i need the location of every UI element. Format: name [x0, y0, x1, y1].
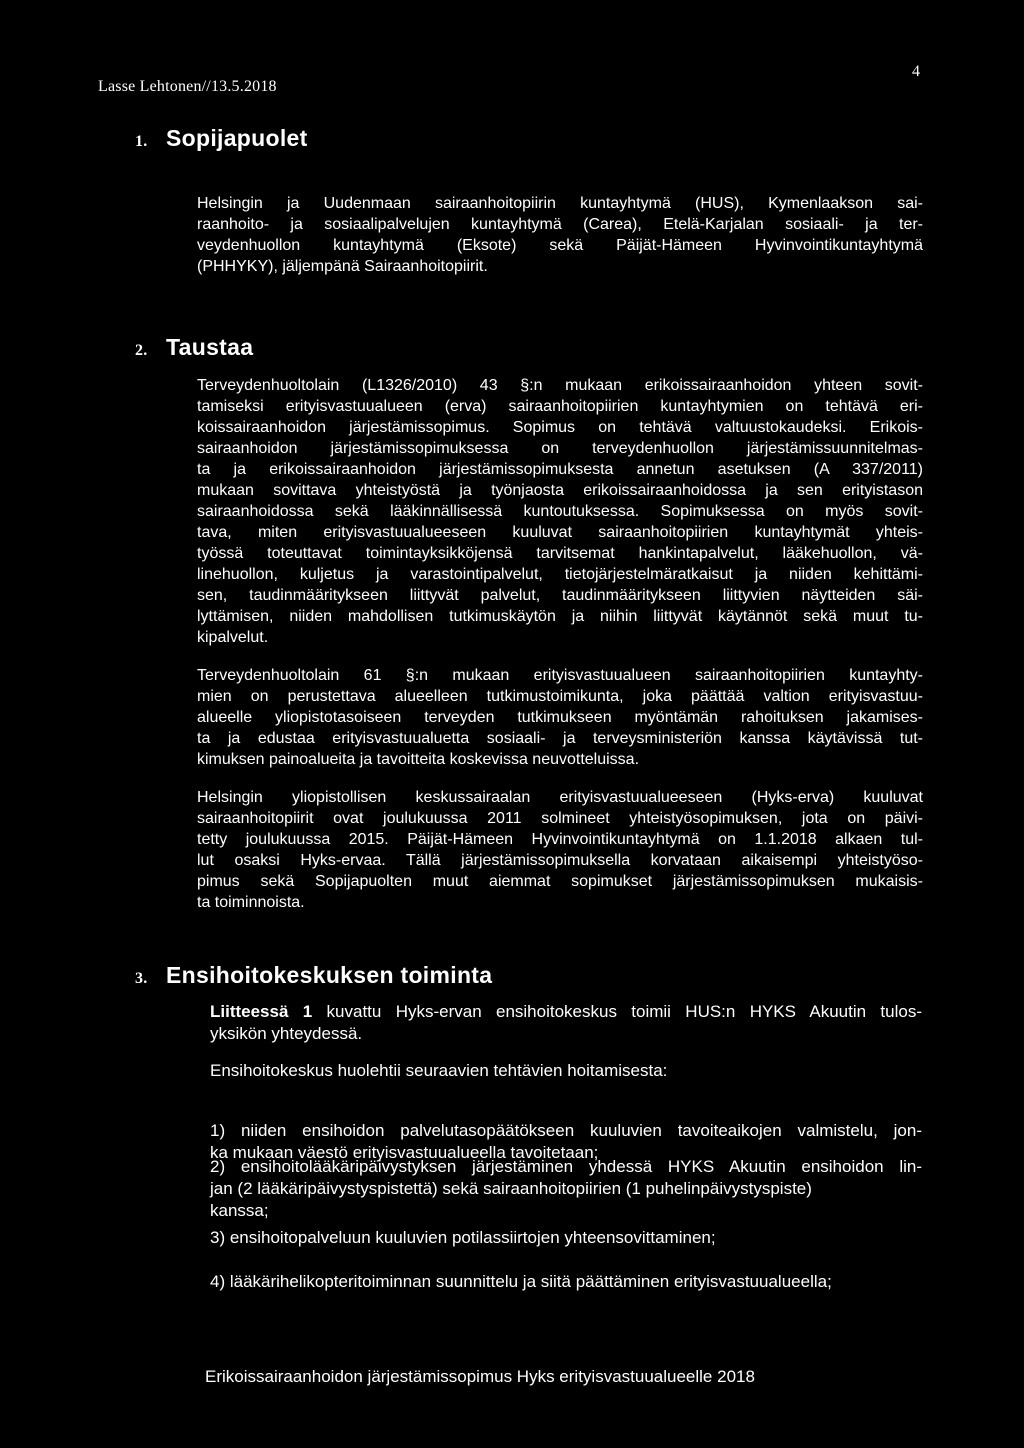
- section-2-paragraph-3: [197, 787, 923, 913]
- text-line: 3) ensihoitopalveluun kuuluvien potilassiirtojen yhteensovittaminen;: [210, 1228, 716, 1247]
- text-line: kanssa;: [210, 1201, 269, 1220]
- text-line: lut osaksi Hyks-ervaa. Tällä järjestämissopimuksella korvataan aikaisempi yhteistyöso-: [197, 852, 923, 869]
- text-line: sairaanhoitopiirit ovat joulukuussa 2011 solmineet yhteistyösopimuksen, jota on päivi-: [197, 810, 923, 827]
- text-line: raanhoito- ja sosiaalipalvelujen kuntayhtymä (Carea), Etelä-Karjalan sosiaali- ja ter-: [197, 216, 923, 233]
- text-line: 1) niiden ensihoidon palvelutasopäätökseen kuuluvien tavoiteaikojen valmistelu, jon-: [210, 1121, 922, 1140]
- section-title: Ensihoitokeskuksen toiminta: [166, 962, 493, 988]
- text-line: koissairaanhoidon järjestämissopimus. Sopimus on tehtävä valtuustokaudeksi. Erikois-: [197, 419, 923, 436]
- section-number: 1.: [135, 133, 148, 150]
- text-line: työssä toteuttavat toimintayksikköjensä tarvitsemat hankintapalvelut, lääkehuollon, vä-: [197, 545, 923, 562]
- text-line: pimus sekä Sopijapuolten muut aiemmat sopimukset järjestämissopimuksen mukaisis-: [197, 873, 923, 890]
- section-1-paragraph: [197, 193, 923, 277]
- section-title: Taustaa: [166, 334, 254, 360]
- page-footer: Erikoissairaanhoidon järjestämissopimus Hyks erityisvastuualueelle 2018: [205, 1367, 755, 1386]
- page-number: 4: [912, 63, 920, 80]
- section-number: 3.: [135, 970, 148, 987]
- text-line: yksikön yhteydessä.: [210, 1024, 363, 1043]
- text-line: ka mukaan väestö erityisvastuualueella tavoitetaan;: [210, 1143, 599, 1162]
- text-line: sairaanhoidon järjestämissopimuksessa on terveydenhuollon järjestämissuunnitelmas-: [197, 440, 923, 457]
- task-item-4: [210, 1271, 832, 1292]
- task-item-2: [210, 1156, 922, 1222]
- text-line: sen, taudinmääritykseen liittyvät palvelut, taudinmääritykseen liittyvien näytteiden säi-: [197, 587, 923, 604]
- text-line: ta ja edustaa erityisvastuualuetta sosiaali- ja terveysministeriön kanssa käytävissä tut-: [197, 730, 923, 747]
- section-title: Sopijapuolet: [166, 125, 308, 151]
- section-2-heading: [135, 334, 253, 361]
- section-2-paragraph-2: [197, 665, 923, 770]
- text-line: mukaan sovittava yhteistyöstä ja työnjaosta erikoissairaanhoidossa ja sen erityistason: [197, 482, 923, 499]
- text-segment: kuvattu Hyks-ervan ensihoitokeskus toimii HUS:n HYKS Akuutin tulos-: [312, 1002, 922, 1021]
- text-line: sairaanhoidossa sekä lääkinnällisessä kuntoutuksessa. Sopimuksessa on myös sovit-: [197, 503, 923, 520]
- text-line: Ensihoitokeskus huolehtii seuraavien tehtävien hoitamisesta:: [210, 1061, 668, 1080]
- text-line: tamiseksi erityisvastuualueen (erva) sairaanhoitopiirien kuntayhtymien on tehtävä eri-: [197, 398, 923, 415]
- section-1-heading: [135, 125, 308, 152]
- text-line: Terveydenhuoltolain 61 §:n mukaan erityisvastuualueen sairaanhoitopiirien kuntayhty-: [197, 667, 923, 684]
- text-line: lyttämisen, niiden mahdollisen tutkimuskäytön ja niihin liittyvät käytännöt sekä muut tu-: [197, 608, 923, 625]
- section-number: 2.: [135, 342, 148, 359]
- text-line: [210, 1001, 922, 1023]
- section-3-heading: [135, 962, 492, 989]
- section-3-paragraph-2: [210, 1060, 667, 1081]
- text-line: alueelle yliopistotasoiseen terveyden tutkimukseen myöntämän rahoituksen jakamises-: [197, 709, 923, 726]
- text-line: tava, miten erityisvastuualueeseen kuuluvat sairaanhoitopiirien kuntayhtymät yhteis-: [197, 524, 923, 541]
- section-2-paragraph-1: [197, 375, 923, 648]
- task-item-3: [210, 1227, 716, 1248]
- text-line: linehuollon, kuljetus ja varastointipalvelut, tietojärjestelmäratkaisut ja niiden kehittämi-: [197, 566, 923, 583]
- section-3-paragraph-1: [210, 1001, 922, 1045]
- text-line: ta ja erikoissairaanhoidon järjestämissopimuksesta annetun asetuksen (A 337/2011): [197, 461, 923, 478]
- text-line: 2) ensihoitolääkäripäivystyksen järjestäminen yhdessä HYKS Akuutin ensihoidon lin-: [210, 1157, 922, 1176]
- appendix-reference: Liitteessä 1: [210, 1002, 313, 1021]
- text-line: kipalvelut.: [197, 629, 269, 646]
- text-line: Helsingin ja Uudenmaan sairaanhoitopiirin kuntayhtymä (HUS), Kymenlaakson sai-: [197, 195, 923, 212]
- text-line: Terveydenhuoltolain (L1326/2010) 43 §:n mukaan erikoissairaanhoidon yhteen sovit-: [197, 377, 923, 394]
- text-line: Helsingin yliopistollisen keskussairaalan erityisvastuualueeseen (Hyks-erva) kuuluvat: [197, 789, 923, 806]
- text-line: jan (2 lääkäripäivystyspistettä) sekä sairaanhoitopiirien (1 puhelinpäivystyspiste): [210, 1179, 812, 1198]
- text-line: ta toiminnoista.: [197, 894, 305, 911]
- text-line: mien on perustettava alueelleen tutkimustoimikunta, joka päättää valtion erityisvastuu-: [197, 688, 923, 705]
- text-line: veydenhuollon kuntayhtymä (Eksote) sekä Päijät-Hämeen Hyvinvointikuntayhtymä: [197, 237, 923, 254]
- text-line: (PHHYKY), jäljempänä Sairaanhoitopiirit.: [197, 258, 488, 275]
- text-line: tetty joulukuussa 2015. Päijät-Hämeen Hyvinvointikuntayhtymä on 1.1.2018 alkaen tul-: [197, 831, 923, 848]
- header-author-date: Lasse Lehtonen//13.5.2018: [98, 78, 277, 95]
- text-line: kimuksen painoalueita ja tavoitteita koskevissa neuvotteluissa.: [197, 751, 640, 768]
- text-line: 4) lääkärihelikopteritoiminnan suunnittelu ja siitä päättäminen erityisvastuualueella;: [210, 1272, 832, 1291]
